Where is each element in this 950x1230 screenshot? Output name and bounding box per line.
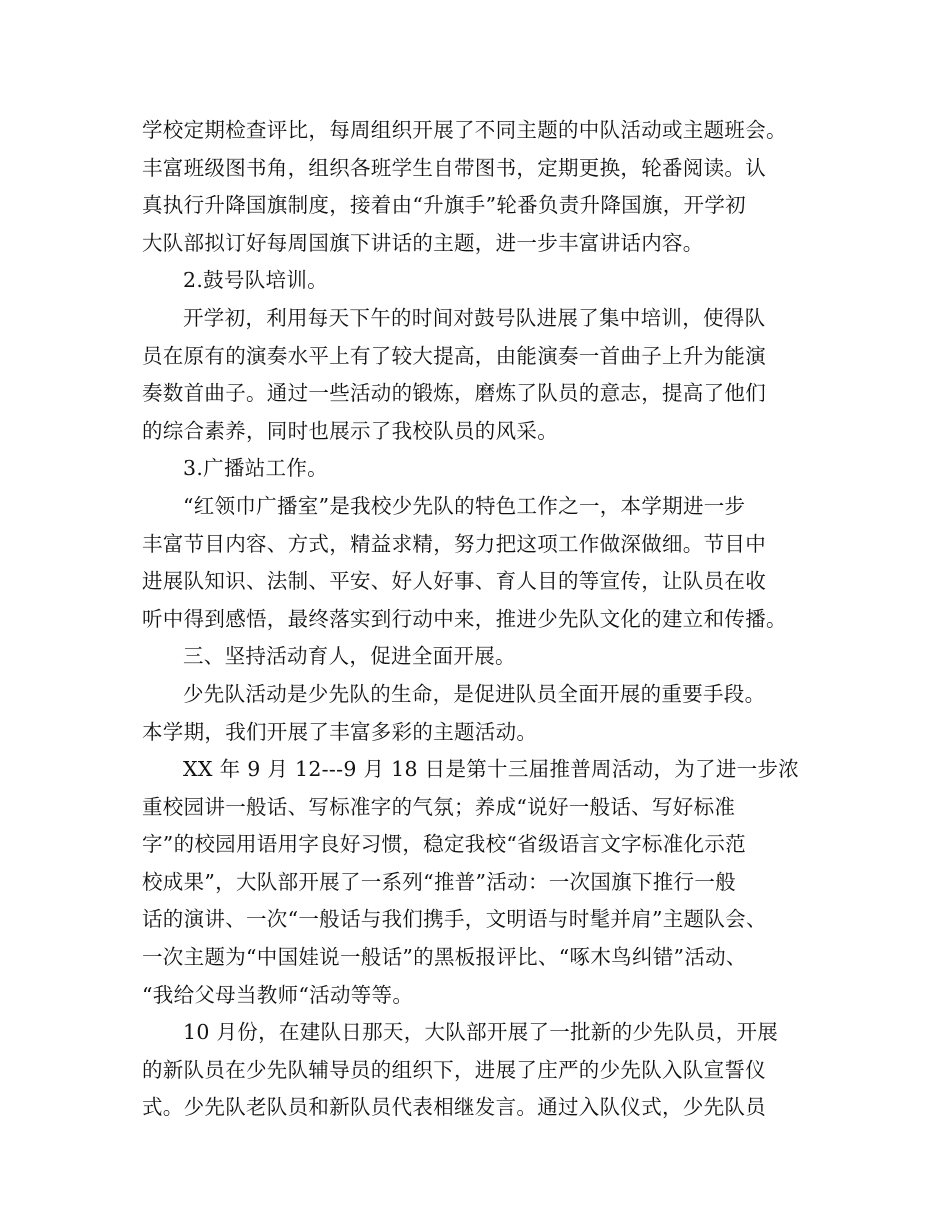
text-line: 字”的校园用语用字良好习惯，稳定我校“省级语言文字标准化示范 xyxy=(142,832,746,857)
text-line: 听中得到感悟，最终落实到行动中来，推进少先队文化的建立和传播。 xyxy=(142,606,787,631)
paragraph xyxy=(142,638,814,676)
text-line: 真执行升降国旗制度，接着由“升旗手”轮番负责升降国旗，开学初 xyxy=(142,193,746,218)
text-line: 校成果”，大队部开展了一系列“推普”活动：一次国旗下推行一般 xyxy=(142,869,736,894)
text-line: 10 月份，在建队日那天，大队部开展了一批新的少先队员，开展 xyxy=(183,1020,779,1045)
text-line: 员在原有的演奏水平上有了较大提高，由能演奏一首曲子上升为能演 xyxy=(142,343,766,368)
paragraph xyxy=(142,676,814,751)
text-line: 本学期，我们开展了丰富多彩的主题活动。 xyxy=(142,719,538,744)
text-line: 丰富班级图书角，组织各班学生自带图书，定期更换，轮番阅读。认 xyxy=(142,155,766,180)
text-line: 三、坚持活动育人，促进全面开展。 xyxy=(183,644,516,669)
paragraph xyxy=(142,1014,814,1127)
text-line: “我给父母当教师“活动等等。 xyxy=(142,982,414,1007)
text-line: 3.广播站工作。 xyxy=(183,456,328,481)
text-line: 2.鼓号队培训。 xyxy=(183,268,328,293)
text-line: 学校定期检查评比，每周组织开展了不同主题的中队活动或主题班会。 xyxy=(142,118,787,142)
paragraph xyxy=(142,450,814,488)
document-body xyxy=(142,112,814,1127)
text-line: 大队部拟订好每周国旗下讲话的主题，进一步丰富讲话内容。 xyxy=(142,230,704,255)
paragraph xyxy=(142,488,814,638)
text-line: 话的演讲、一次“一般话与我们携手，文明语与时髦并肩”主题队会、 xyxy=(142,907,767,932)
text-line: 开学初，利用每天下午的时间对鼓号队进展了集中培训，使得队 xyxy=(183,305,766,330)
paragraph xyxy=(142,112,814,262)
text-line: 式。少先队老队员和新队员代表相继发言。通过入队仪式，少先队员 xyxy=(142,1095,766,1120)
paragraph xyxy=(142,262,814,300)
text-line: XX 年 9 月 12---9 月 18 日是第十三届推普周活动，为了进一步浓 xyxy=(183,757,800,782)
text-line: 少先队活动是少先队的生命，是促进队员全面开展的重要手段。 xyxy=(183,681,766,706)
text-line: 重校园讲一般话、写标准字的气氛；养成“说好一般话、写好标准 xyxy=(142,794,736,819)
text-line: 奏数首曲子。通过一些活动的锻炼，磨炼了队员的意志，提高了他们 xyxy=(142,381,766,406)
text-line: 丰富节目内容、方式，精益求精，努力把这项工作做深做细。节目中 xyxy=(142,531,766,556)
text-line: “红领巾广播室”是我校少先队的特色工作之一，本学期进一步 xyxy=(183,493,746,518)
paragraph xyxy=(142,751,814,1014)
paragraph xyxy=(142,300,814,450)
text-line: 的综合素养，同时也展示了我校队员的风采。 xyxy=(142,418,558,443)
text-line: 的新队员在少先队辅导员的组织下，进展了庄严的少先队入队宣誓仪 xyxy=(142,1057,766,1082)
text-line: 进展队知识、法制、平安、好人好事、育人目的等宣传，让队员在收 xyxy=(142,569,766,594)
text-line: 一次主题为“中国娃说一般话”的黑板报评比、“啄木鸟纠错”活动、 xyxy=(142,945,747,970)
